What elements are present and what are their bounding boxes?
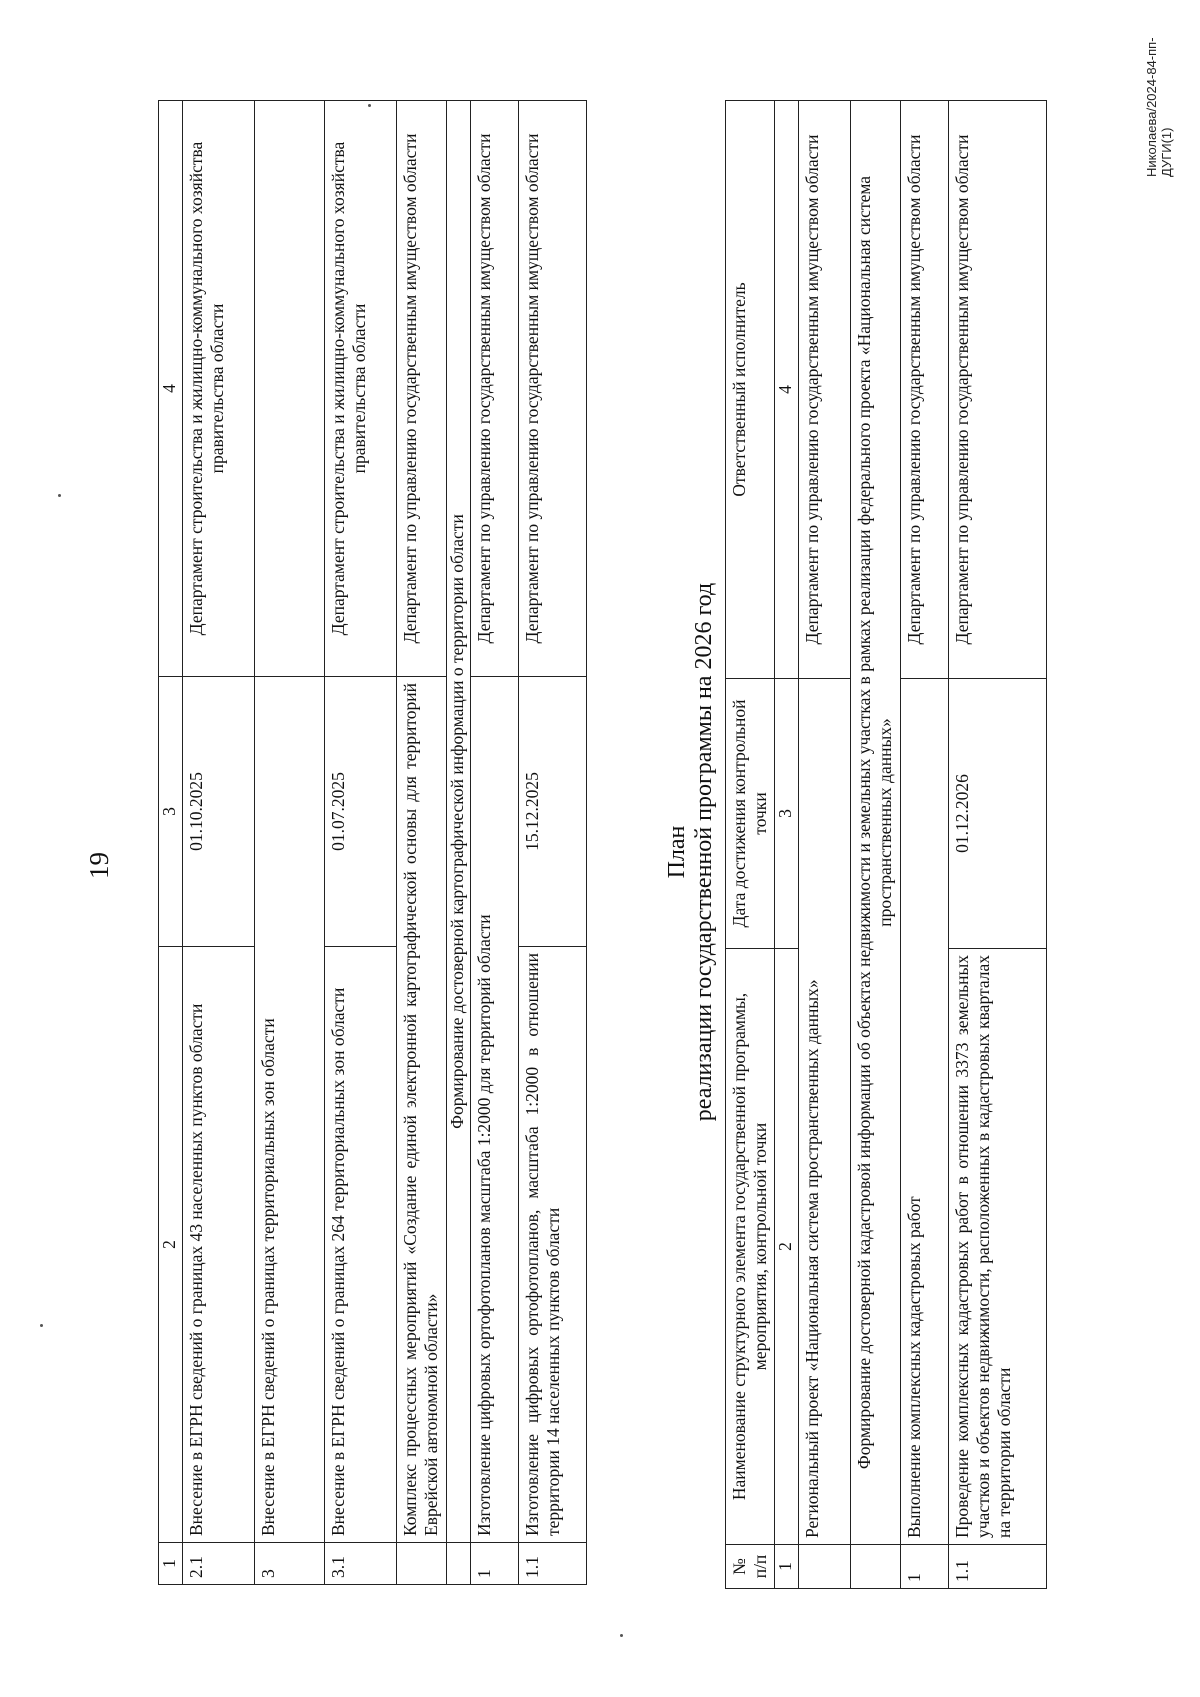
row-name: Внесение в ЕГРН сведений о границах 264 территориальных зон области	[325, 947, 397, 1543]
row-responsible: Департамент по управлению государственным имуществом области	[901, 101, 949, 679]
col-header-4: 4	[159, 101, 183, 677]
row-number: 1	[901, 1545, 949, 1589]
scan-speck	[58, 494, 61, 497]
row-number: 1.1	[519, 1543, 587, 1585]
plan-title-line1: План	[664, 825, 690, 879]
row-name: Региональный проект «Национальная система пространственных данных»	[799, 679, 851, 1545]
row-responsible: Департамент строительства и жилищно-коммунального хозяйства правительства области	[183, 101, 255, 677]
col-header-3: 3	[159, 677, 183, 947]
col-header-4: 4	[775, 101, 799, 679]
row-responsible: Департамент строительства и жилищно-коммунального хозяйства правительства области	[325, 101, 397, 677]
section-heading: Формирование достоверной кадастровой информации об объектах недвижимости и земельных участках в рамках реализации федерального проекта «Национальная система пространственных данных»	[851, 101, 901, 1545]
header-name: Наименование структурного элемента государственной программы, мероприятия, контрольной точки	[726, 949, 775, 1545]
row-name: Внесение в ЕГРН сведений о границах 43 населенных пунктов области	[183, 947, 255, 1543]
plan-title	[664, 117, 718, 1587]
table-row	[447, 101, 471, 1585]
scan-speck	[40, 1324, 43, 1327]
table-row	[325, 101, 397, 1585]
row-number: 3	[255, 1543, 325, 1585]
table-row	[183, 101, 255, 1585]
header-responsible: Ответственный исполнитель	[726, 101, 775, 679]
header-number: № п/п	[726, 1545, 775, 1589]
row-date: 01.10.2025	[183, 677, 255, 947]
table-row	[397, 101, 447, 1585]
row-name: Проведение комплексных кадастровых работ в отношении 3373 земельных участков и объектов недвижимости, расположенных в кадастровых кварталах на территории области	[949, 949, 1047, 1545]
table-header-numbers	[159, 101, 183, 1585]
scan-speck	[620, 1634, 623, 1637]
row-number: 1.1	[949, 1545, 1047, 1589]
table-header-numbers	[775, 101, 799, 1589]
row-responsible: Департамент по управлению государственным имуществом области	[397, 101, 447, 677]
row-number	[799, 1545, 851, 1589]
row-number: 1	[471, 1543, 519, 1585]
row-responsible: Департамент по управлению государственным имуществом области	[519, 101, 587, 677]
row-date: 01.07.2025	[325, 677, 397, 947]
row-name: Изготовление цифровых ортофотопланов, масштаба 1:2000 в отношении территории 14 населенных пунктов области	[519, 947, 587, 1543]
section-heading: Формирование достоверной картографической информации о территории области	[447, 101, 471, 1543]
col-header-3: 3	[775, 679, 799, 949]
scan-speck	[368, 104, 371, 107]
row-responsible: Департамент по управлению государственным имуществом области	[799, 101, 851, 679]
row-name: Комплекс процессных мероприятий «Создание единой электронной картографической основы для территорий Еврейской автономной области»	[397, 677, 447, 1543]
row-responsible	[255, 101, 325, 677]
table-row	[901, 101, 949, 1589]
plan-title-line2: реализации государственной программы на 2026 год	[691, 582, 717, 1122]
header-date: Дата достижения контрольной точки	[726, 679, 775, 949]
row-number	[851, 1545, 901, 1589]
table-row	[851, 101, 901, 1589]
table-row	[255, 101, 325, 1585]
table-row	[519, 101, 587, 1585]
row-name: Внесение в ЕГРН сведений о границах территориальных зон области	[255, 677, 325, 1543]
row-number: 3.1	[325, 1543, 397, 1585]
row-date: 01.12.2026	[949, 679, 1047, 949]
row-name: Выполнение комплексных кадастровых работ	[901, 679, 949, 1545]
col-header-2: 2	[775, 949, 799, 1545]
col-header-1: 1	[775, 1545, 799, 1589]
table-row	[471, 101, 519, 1585]
row-responsible: Департамент по управлению государственным имуществом области	[949, 101, 1047, 679]
row-name: Изготовление цифровых ортофотопланов масштаба 1:2000 для территорий области	[471, 677, 519, 1543]
checkpoint-table-2025	[158, 100, 587, 1585]
row-responsible: Департамент по управлению государственным имуществом области	[471, 101, 519, 677]
row-date: 15.12.2025	[519, 677, 587, 947]
table-row	[799, 101, 851, 1589]
row-number: 2.1	[183, 1543, 255, 1585]
row-number	[397, 1543, 447, 1585]
col-header-1: 1	[159, 1543, 183, 1585]
footer-document-code: Николаева/2024-84-пп-ДУГИ(1)	[1144, 37, 1174, 177]
col-header-2: 2	[159, 947, 183, 1543]
plan-table-2026	[725, 100, 1047, 1589]
row-number	[447, 1543, 471, 1585]
page-number: 19	[84, 852, 114, 879]
table-header	[726, 101, 775, 1589]
table-row	[949, 101, 1047, 1589]
